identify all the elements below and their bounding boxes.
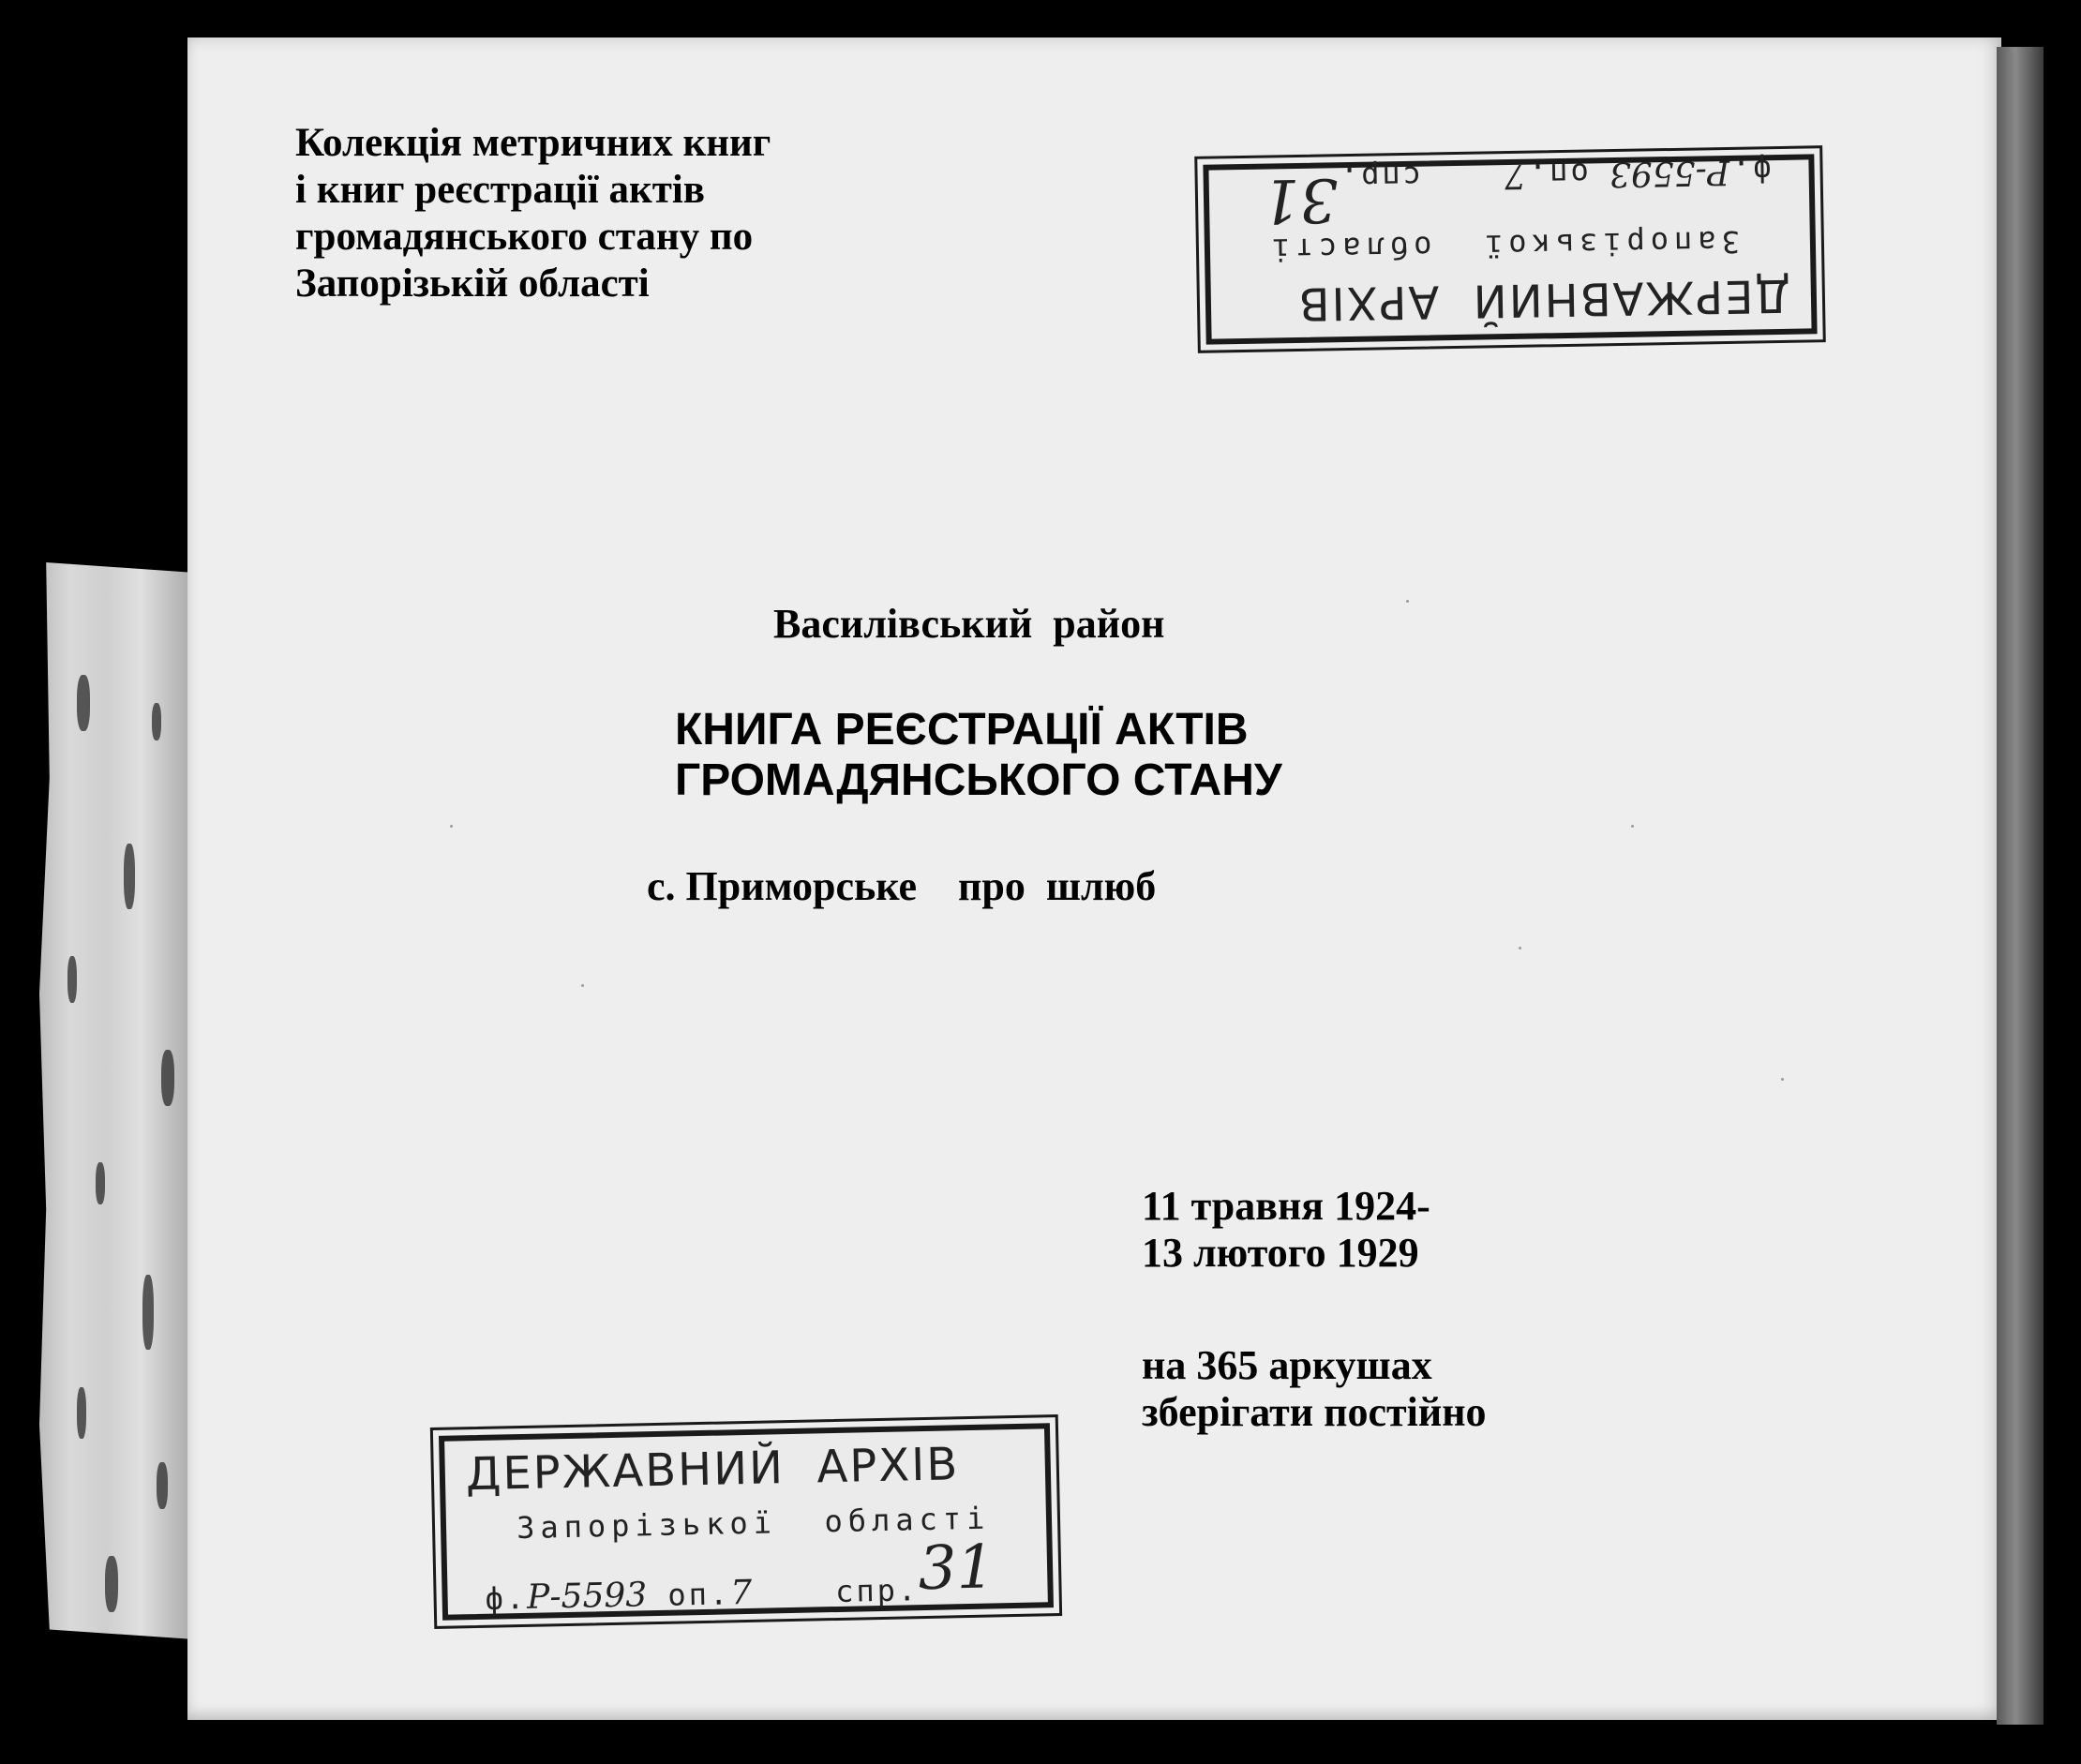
book-title-line-1: КНИГА РЕЄСТРАЦІЇ АКТІВ (675, 705, 1249, 755)
stamp-op-handwritten: 7 (729, 1573, 753, 1613)
sheet-count: на 365 аркушах (1142, 1342, 1432, 1388)
stamp-fond-prefix: ф. (1729, 153, 1772, 189)
village-and-record-type: с. Приморське про шлюб (647, 863, 1157, 909)
torn-binding-strip (39, 562, 208, 1640)
collection-heading (295, 120, 771, 307)
page-edge-shadow (1997, 47, 2044, 1725)
stamp-reference (1261, 145, 1772, 235)
date-range (1142, 1183, 1430, 1277)
stamp-fond-prefix: ф. (485, 1579, 528, 1617)
book-title-line-2: ГРОМАДЯНСЬКОГО СТАНУ (675, 755, 1282, 805)
archive-stamp-bottom (439, 1423, 1054, 1621)
collection-line-1: Колекція метричних книг (295, 121, 771, 165)
stamp-spr-handwritten: 31 (1261, 164, 1340, 235)
stamp-fond-handwritten: Р-5593 (1609, 152, 1730, 194)
book-title (675, 705, 1282, 806)
stamp-spr-prefix: спр. (1337, 158, 1422, 197)
collection-line-3: громадянського стану по (295, 215, 754, 259)
stamp-region: Запорізької області (1265, 223, 1741, 268)
date-end: 13 лютого 1929 (1142, 1230, 1419, 1276)
stamp-reference (485, 1532, 996, 1623)
retention-note: зберігати постійно (1142, 1389, 1487, 1435)
stamp-op-handwritten: 7 (1504, 156, 1527, 196)
stamp-spr-handwritten: 31 (917, 1532, 996, 1605)
stamp-region: Запорізької області (516, 1500, 991, 1547)
stamp-title: ДЕРЖАВНИЙ АРХІВ (465, 1438, 960, 1502)
district-name: Василівський район (773, 601, 1165, 647)
stamp-op-prefix: оп. (1525, 156, 1590, 193)
collection-line-4: Запорізькій області (295, 262, 650, 306)
archive-stamp-top-inverted (1203, 154, 1817, 344)
stamp-title: ДЕРЖАВНИЙ АРХІВ (1296, 268, 1791, 330)
sheets-info (1142, 1342, 1487, 1436)
stamp-spr-prefix: спр. (834, 1572, 920, 1610)
stamp-fond-handwritten: Р-5593 (526, 1576, 648, 1617)
collection-line-2: і книг реєстрації актів (295, 168, 706, 212)
date-start: 11 травня 1924- (1142, 1183, 1430, 1229)
stamp-op-prefix: оп. (667, 1576, 731, 1613)
